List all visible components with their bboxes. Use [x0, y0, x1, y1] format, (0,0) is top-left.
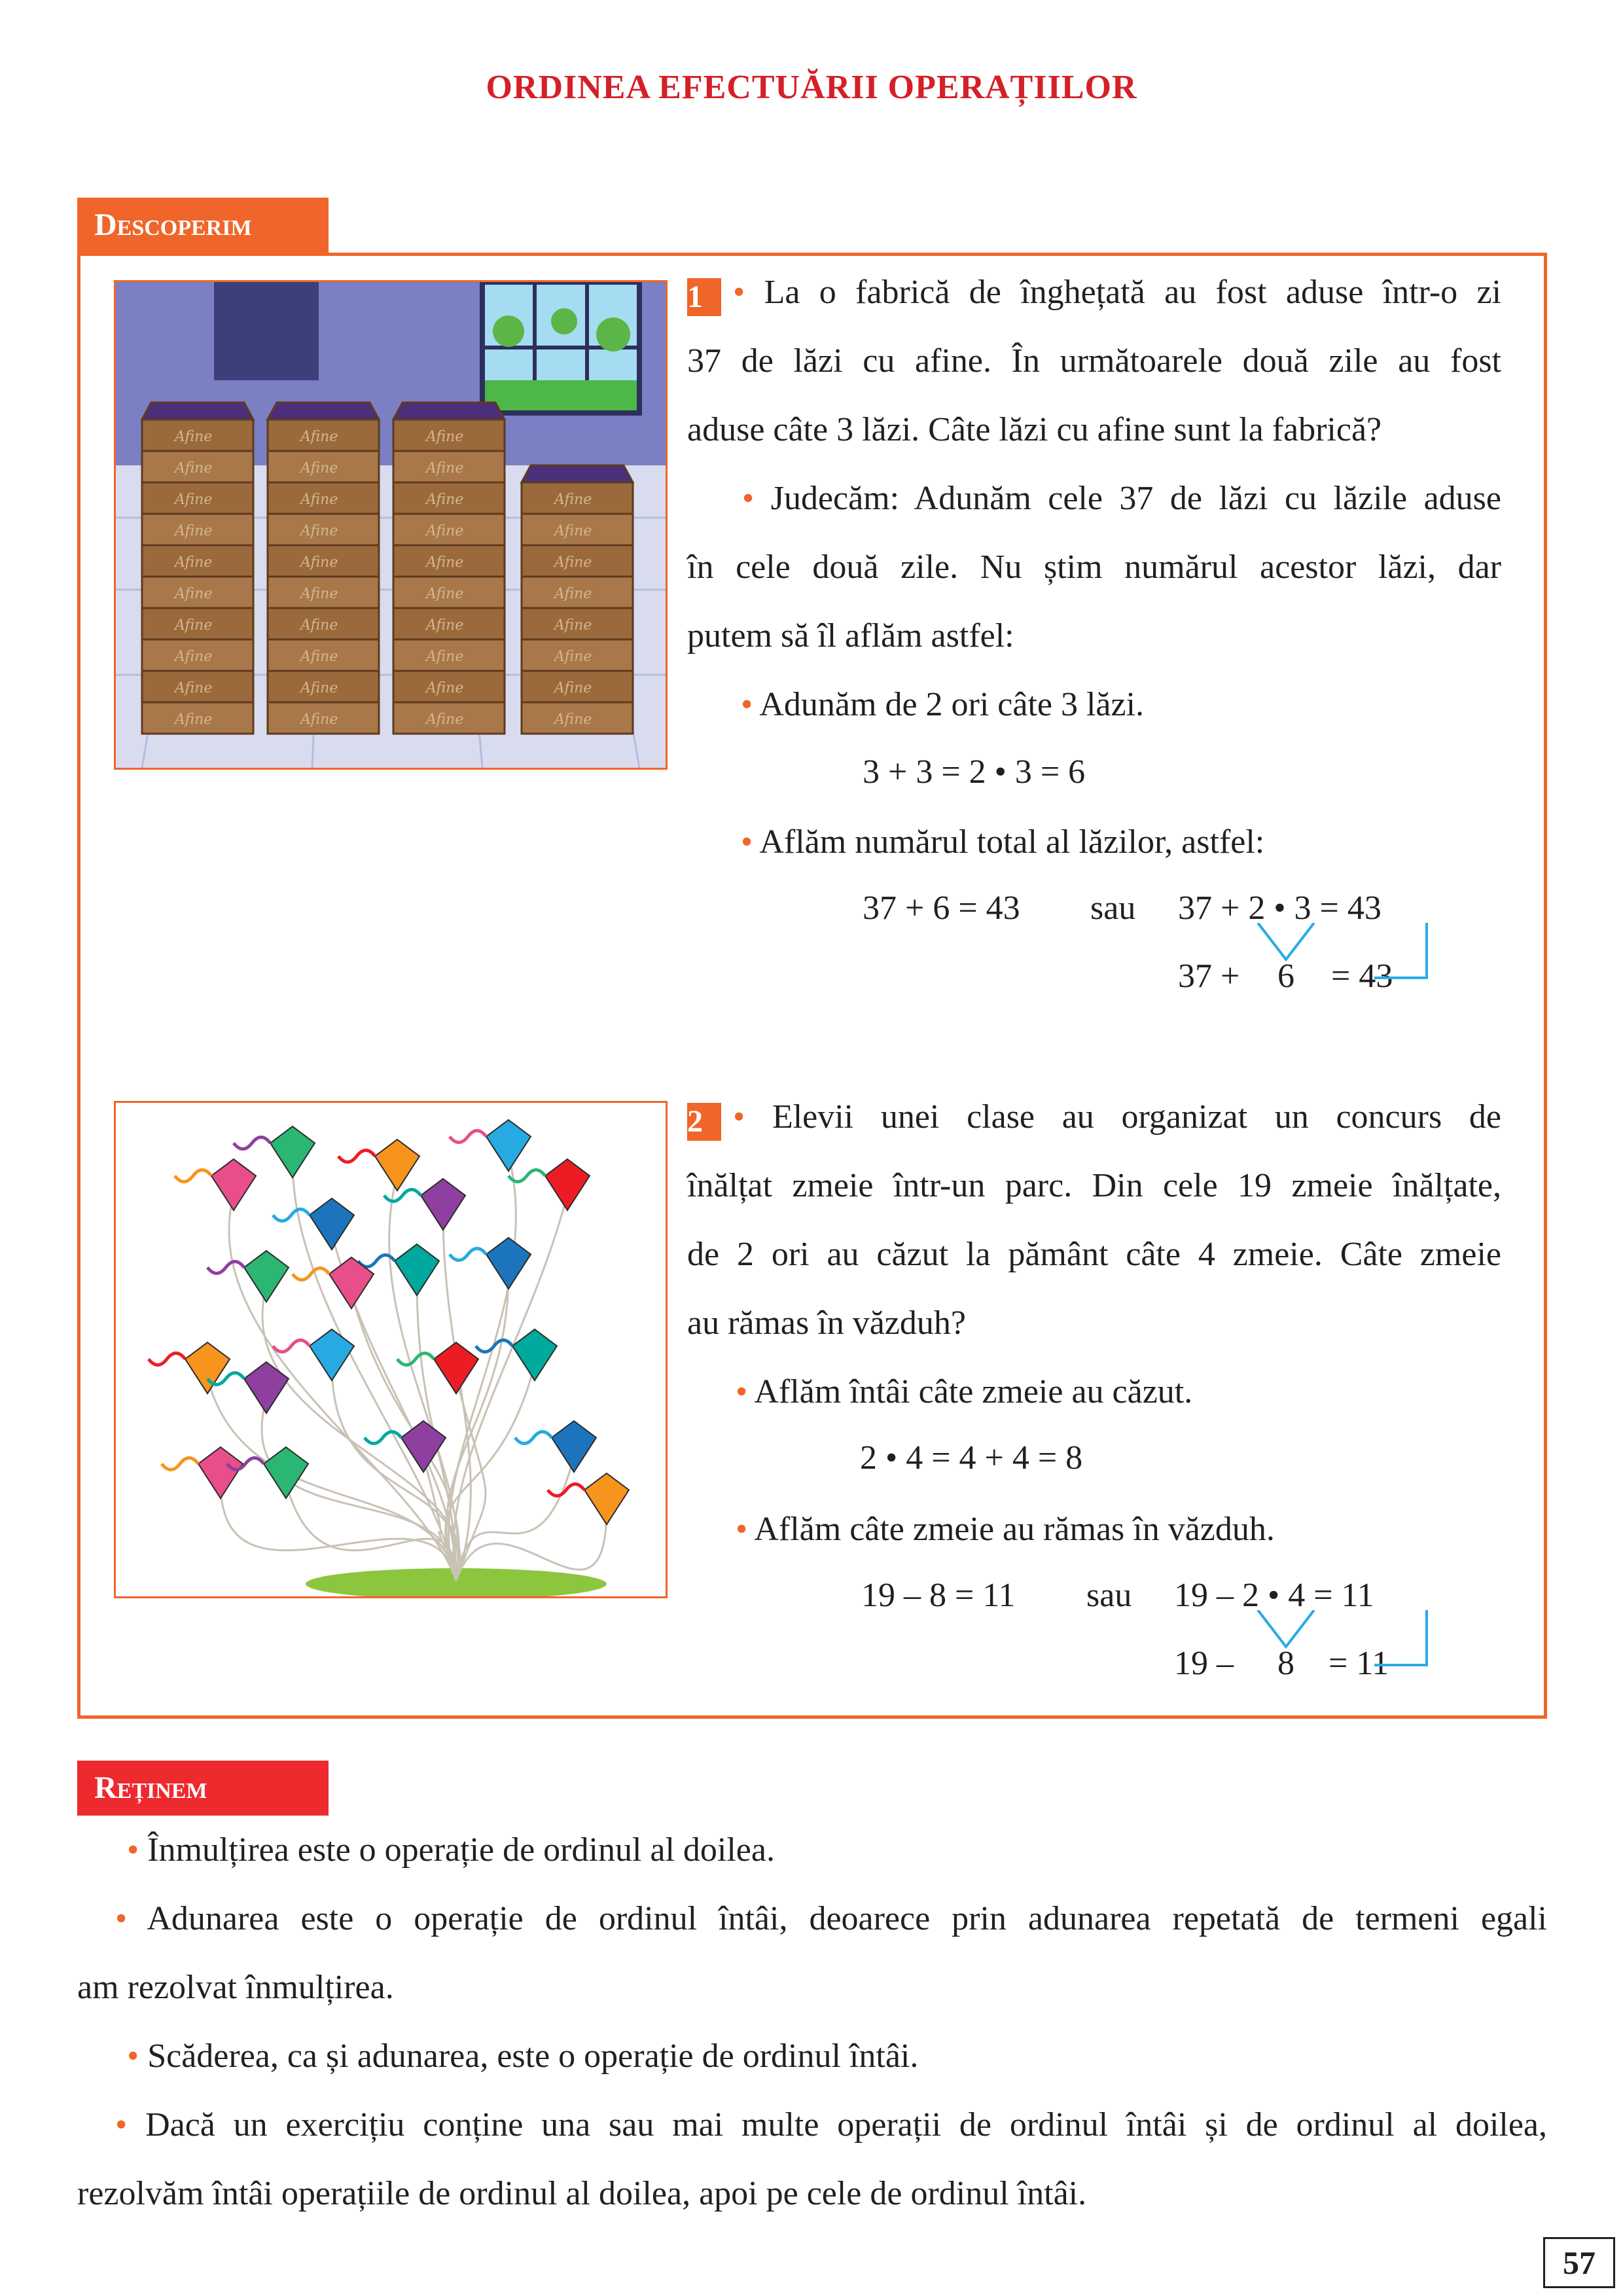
crate-label: Afine: [175, 460, 213, 476]
rule-2: • Adunarea este o operație de ordinul întâi, deoarece prin adunarea repetată de termeni egali: [115, 1900, 1548, 1937]
problem1-line-2: 37 de lăzi cu afine. În următoarele două zile au fost: [687, 342, 1501, 380]
bullet: •: [127, 1831, 139, 1869]
crate-label: Afine: [426, 554, 464, 571]
crate-label: Afine: [175, 523, 213, 539]
crate-label: Afine: [175, 711, 213, 728]
crate-label: Afine: [300, 429, 338, 445]
crate-label: Afine: [175, 554, 213, 571]
crate-label: Afine: [300, 554, 338, 571]
bullet: •: [127, 2037, 139, 2075]
crate-label: Afine: [175, 586, 213, 602]
problem1-equation-2-left: 37 + 6 = 43: [863, 889, 1020, 927]
problem2-step-1: • Aflăm întâi câte zmeie au căzut.: [736, 1373, 1193, 1410]
bullet: •: [742, 480, 755, 517]
problem2-text: Elevii unei clase au organizat un concurs de: [772, 1098, 1501, 1136]
crate-label: Afine: [554, 492, 592, 508]
rule-4: • Dacă un exercițiu conține una sau mai multe operații de ordinul întâi și de ordinul al doilea,: [115, 2106, 1547, 2144]
bullet: •: [741, 823, 753, 861]
problem1-step-1: • Adunăm de 2 ori câte 3 lăzi.: [741, 686, 1145, 723]
page-number: 57: [1543, 2237, 1615, 2288]
bullet: •: [736, 1373, 748, 1410]
bullet: •: [741, 686, 753, 723]
crate-label: Afine: [426, 492, 464, 508]
problem2-equation-1: 2 • 4 = 4 + 4 = 8: [860, 1439, 1083, 1477]
problem2-line-1: [687, 1083, 1501, 1151]
problem2-equation-2-right-a: 19 – 2 • 4 = 11: [1174, 1577, 1374, 1614]
crate-label: Afine: [426, 711, 464, 728]
blueberries-icon: [142, 403, 253, 420]
problem2-equation-2-left: 19 – 8 = 11: [861, 1577, 1016, 1614]
crate-label: Afine: [554, 586, 592, 602]
problem1-or: sau: [1090, 889, 1136, 927]
bullet: •: [733, 1098, 745, 1136]
crate-label: Afine: [300, 617, 338, 634]
kites-scene-icon: [116, 1103, 666, 1596]
problem2-or: sau: [1086, 1577, 1132, 1614]
crate-label: Afine: [554, 617, 592, 634]
rule-2-continued: am rezolvat înmulțirea.: [77, 1969, 394, 2006]
problem2-equation-2-right-b-left: 19 –: [1174, 1645, 1234, 1682]
problem2-equation-2-right-b-mid: 8: [1277, 1645, 1294, 1682]
crate-label: Afine: [426, 617, 464, 634]
problem1-equation-2-right-a: 37 + 2 • 3 = 43: [1178, 889, 1382, 927]
problem2-equation-2-right-b-right: = 11: [1329, 1645, 1389, 1682]
problem1-equation-2-right-b-right: = 43: [1331, 958, 1393, 995]
crate-label: Afine: [554, 649, 592, 665]
section-tag-discover: Descoperim: [77, 198, 329, 253]
crate-label: Afine: [554, 554, 592, 571]
crates-illustration: [114, 280, 668, 770]
crate-label: Afine: [300, 649, 338, 665]
crate-label: Afine: [175, 680, 213, 696]
problem2-number: 2: [687, 1103, 721, 1141]
bullet: •: [115, 2106, 128, 2144]
rule-3: • Scăderea, ca și adunarea, este o operație de ordinul întâi.: [127, 2037, 919, 2075]
rule-4-continued: rezolvăm întâi operațiile de ordinul al doilea, apoi pe cele de ordinul întâi.: [77, 2175, 1087, 2212]
blueberries-icon: [522, 465, 633, 482]
problem2-line-4: au rămas în văzduh?: [687, 1304, 966, 1342]
kites-illustration: [114, 1101, 668, 1598]
crate-label: Afine: [426, 649, 464, 665]
problem1-line-4: • Judecăm: Adunăm cele 37 de lăzi cu lăzile aduse: [742, 480, 1501, 517]
crate-label: Afine: [300, 586, 338, 602]
problem1-equation-2-right-b-mid: 6: [1277, 958, 1294, 995]
blueberries-icon: [268, 403, 379, 420]
crate-label: Afine: [426, 586, 464, 602]
problem2-step-2: • Aflăm câte zmeie au rămas în văzduh.: [736, 1511, 1275, 1548]
problem1-line-6: putem să îl aflăm astfel:: [687, 617, 1014, 655]
problem1-equation-1: 3 + 3 = 2 • 3 = 6: [863, 753, 1086, 791]
rule-1: • Înmulțirea este o operație de ordinul al doilea.: [127, 1831, 775, 1869]
page-title: ORDINEA EFECTUĂRII OPERAȚIILOR: [486, 69, 1137, 106]
problem1-arrow-icon: [1243, 923, 1453, 995]
crate-label: Afine: [426, 523, 464, 539]
crate-label: Afine: [175, 492, 213, 508]
crate-label: Afine: [300, 711, 338, 728]
section-tag-remember: Reținem: [77, 1761, 329, 1816]
crate-label: Afine: [300, 523, 338, 539]
crate-label: Afine: [300, 460, 338, 476]
crate-label: Afine: [175, 617, 213, 634]
problem1-text: La o fabrică de înghețată au fost aduse într-o zi: [764, 274, 1502, 311]
problem1-line-3: aduse câte 3 lăzi. Câte lăzi cu afine sunt la fabrică?: [687, 411, 1382, 448]
problem2-line-2: înălțat zmeie într-un parc. Din cele 19 zmeie înălțate,: [687, 1167, 1501, 1204]
crates-scene-icon: [116, 282, 666, 768]
crate-label: Afine: [554, 523, 592, 539]
crate-label: Afine: [554, 680, 592, 696]
problem1-equation-2-right-b-left: 37 +: [1178, 958, 1240, 995]
crate-label: Afine: [175, 429, 213, 445]
problem1-number: 1: [687, 278, 721, 316]
problem1-step-2: • Aflăm numărul total al lăzilor, astfel:: [741, 823, 1265, 861]
bullet: •: [115, 1900, 128, 1937]
problem1-line-5: în cele două zile. Nu știm numărul acestor lăzi, dar: [687, 548, 1501, 586]
bullet: •: [736, 1511, 748, 1548]
crate-label: Afine: [300, 492, 338, 508]
blueberries-icon: [393, 403, 505, 420]
bullet: •: [733, 274, 745, 311]
crate-label: Afine: [554, 711, 592, 728]
crate-label: Afine: [426, 680, 464, 696]
crate-label: Afine: [175, 649, 213, 665]
crate-label: Afine: [426, 460, 464, 476]
problem2-line-3: de 2 ori au căzut la pământ câte 4 zmeie. Câte zmeie: [687, 1236, 1501, 1273]
crate-label: Afine: [300, 680, 338, 696]
problem2-arrow-icon: [1243, 1610, 1453, 1682]
crate-label: Afine: [426, 429, 464, 445]
problem1-line-1: [687, 258, 1501, 327]
